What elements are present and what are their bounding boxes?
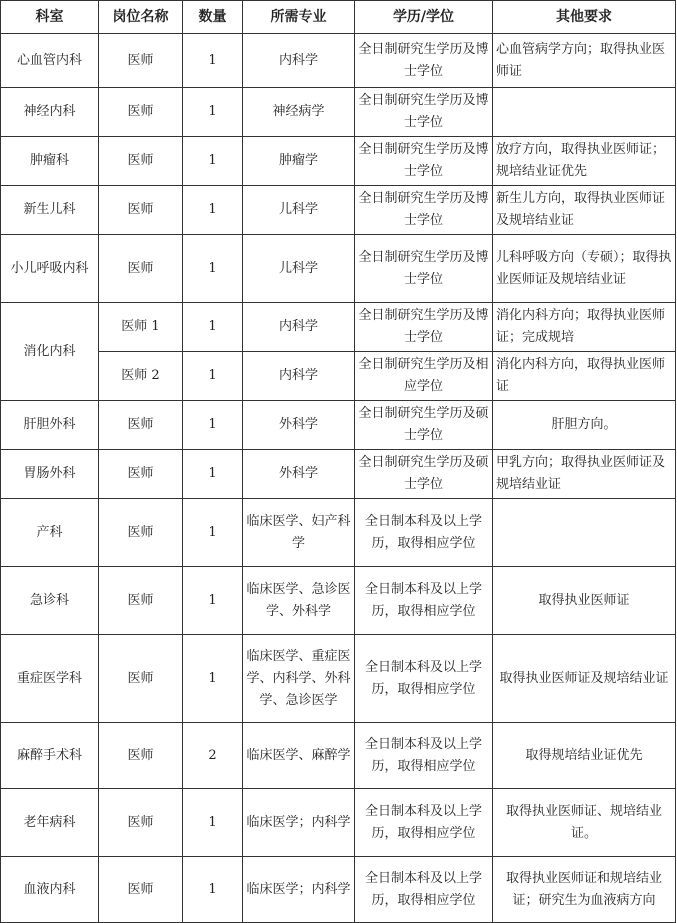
table-row	[1, 401, 676, 450]
post-cell: 医师 2	[99, 352, 183, 401]
other-cell: 取得执业医师证和规培结业证；研究生为血液病方向	[493, 857, 676, 923]
table-row	[1, 499, 676, 567]
edu-cell: 全日制本科及以上学历，取得相应学位	[355, 723, 493, 789]
dept-cell: 胃肠外科	[1, 450, 99, 499]
post-cell: 医师	[99, 235, 183, 303]
table-row	[1, 137, 676, 186]
major-cell: 内科学	[243, 34, 355, 88]
major-cell: 临床医学；内科学	[243, 789, 355, 857]
count-cell: 1	[183, 352, 243, 401]
other-cell: 儿科呼吸方向（专硕）；取得执业医师证及规培结业证	[493, 235, 676, 303]
count-cell: 1	[183, 857, 243, 923]
count-cell: 1	[183, 401, 243, 450]
edu-cell: 全日制研究生学历及博士学位	[355, 137, 493, 186]
table-body	[1, 34, 676, 923]
table-row	[1, 88, 676, 137]
major-cell: 临床医学、妇产科学	[243, 499, 355, 567]
count-cell: 1	[183, 499, 243, 567]
post-cell: 医师 1	[99, 303, 183, 352]
post-cell: 医师	[99, 723, 183, 789]
table-row	[1, 235, 676, 303]
count-cell: 1	[183, 235, 243, 303]
post-cell: 医师	[99, 567, 183, 635]
other-cell: 消化内科方向，取得执业医师证	[493, 352, 676, 401]
dept-cell: 产科	[1, 499, 99, 567]
major-cell: 儿科学	[243, 235, 355, 303]
table-row	[1, 186, 676, 235]
other-cell: 甲乳方向；取得执业医师证及规培结业证	[493, 450, 676, 499]
edu-cell: 全日制本科及以上学历，取得相应学位	[355, 857, 493, 923]
other-cell: 取得执业医师证、规培结业证。	[493, 789, 676, 857]
other-cell: 放疗方向，取得执业医师证；规培结业证优先	[493, 137, 676, 186]
post-cell: 医师	[99, 857, 183, 923]
count-cell: 1	[183, 88, 243, 137]
table-row	[1, 303, 676, 352]
header-post: 岗位名称	[99, 1, 183, 34]
edu-cell: 全日制研究生学历及博士学位	[355, 88, 493, 137]
count-cell: 1	[183, 635, 243, 723]
table-row	[1, 635, 676, 723]
post-cell: 医师	[99, 137, 183, 186]
edu-cell: 全日制研究生学历及硕士学位	[355, 401, 493, 450]
edu-cell: 全日制研究生学历及博士学位	[355, 303, 493, 352]
dept-cell: 麻醉手术科	[1, 723, 99, 789]
header-major: 所需专业	[243, 1, 355, 34]
table-header	[1, 1, 676, 34]
count-cell: 1	[183, 186, 243, 235]
header-count: 数量	[183, 1, 243, 34]
dept-cell: 神经内科	[1, 88, 99, 137]
dept-cell: 心血管内科	[1, 34, 99, 88]
count-cell: 1	[183, 137, 243, 186]
edu-cell: 全日制研究生学历及硕士学位	[355, 450, 493, 499]
post-cell: 医师	[99, 88, 183, 137]
dept-cell: 肿瘤科	[1, 137, 99, 186]
edu-cell: 全日制本科及以上学历，取得相应学位	[355, 499, 493, 567]
dept-cell: 消化内科	[1, 303, 99, 401]
other-cell: 取得执业医师证	[493, 567, 676, 635]
count-cell: 1	[183, 34, 243, 88]
count-cell: 1	[183, 303, 243, 352]
other-cell	[493, 88, 676, 137]
major-cell: 临床医学、重症医学、内科学、外科学、急诊医学	[243, 635, 355, 723]
count-cell: 2	[183, 723, 243, 789]
post-cell: 医师	[99, 499, 183, 567]
major-cell: 临床医学、急诊医学、外科学	[243, 567, 355, 635]
edu-cell: 全日制研究生学历及博士学位	[355, 186, 493, 235]
major-cell: 外科学	[243, 401, 355, 450]
edu-cell: 全日制本科及以上学历，取得相应学位	[355, 635, 493, 723]
table-row	[1, 567, 676, 635]
table-row	[1, 857, 676, 923]
edu-cell: 全日制本科及以上学历，取得相应学位	[355, 789, 493, 857]
edu-cell: 全日制研究生学历及相应学位	[355, 352, 493, 401]
post-cell: 医师	[99, 789, 183, 857]
major-cell: 内科学	[243, 352, 355, 401]
dept-cell: 重症医学科	[1, 635, 99, 723]
other-cell: 消化内科方向；取得执业医师证；完成规培	[493, 303, 676, 352]
major-cell: 临床医学；内科学	[243, 857, 355, 923]
table-row	[1, 450, 676, 499]
post-cell: 医师	[99, 635, 183, 723]
dept-cell: 小儿呼吸内科	[1, 235, 99, 303]
dept-cell: 肝胆外科	[1, 401, 99, 450]
other-cell: 取得执业医师证及规培结业证	[493, 635, 676, 723]
table-row	[1, 352, 676, 401]
major-cell: 神经病学	[243, 88, 355, 137]
major-cell: 临床医学、麻醉学	[243, 723, 355, 789]
other-cell: 心血管病学方向；取得执业医师证	[493, 34, 676, 88]
table-row	[1, 723, 676, 789]
header-dept: 科室	[1, 1, 99, 34]
header-row	[1, 1, 676, 34]
post-cell: 医师	[99, 401, 183, 450]
other-cell: 取得规培结业证优先	[493, 723, 676, 789]
dept-cell: 急诊科	[1, 567, 99, 635]
post-cell: 医师	[99, 34, 183, 88]
other-cell	[493, 499, 676, 567]
major-cell: 肿瘤学	[243, 137, 355, 186]
count-cell: 1	[183, 789, 243, 857]
edu-cell: 全日制研究生学历及博士学位	[355, 34, 493, 88]
dept-cell: 血液内科	[1, 857, 99, 923]
other-cell: 肝胆方向。	[493, 401, 676, 450]
header-other: 其他要求	[493, 1, 676, 34]
edu-cell: 全日制本科及以上学历，取得相应学位	[355, 567, 493, 635]
table-row	[1, 789, 676, 857]
dept-cell: 老年病科	[1, 789, 99, 857]
header-education: 学历/学位	[355, 1, 493, 34]
edu-cell: 全日制研究生学历及博士学位	[355, 235, 493, 303]
other-cell: 新生儿方向，取得执业医师证及规培结业证	[493, 186, 676, 235]
post-cell: 医师	[99, 186, 183, 235]
major-cell: 儿科学	[243, 186, 355, 235]
major-cell: 外科学	[243, 450, 355, 499]
count-cell: 1	[183, 450, 243, 499]
table-row	[1, 34, 676, 88]
post-cell: 医师	[99, 450, 183, 499]
dept-cell: 新生儿科	[1, 186, 99, 235]
count-cell: 1	[183, 567, 243, 635]
major-cell: 内科学	[243, 303, 355, 352]
